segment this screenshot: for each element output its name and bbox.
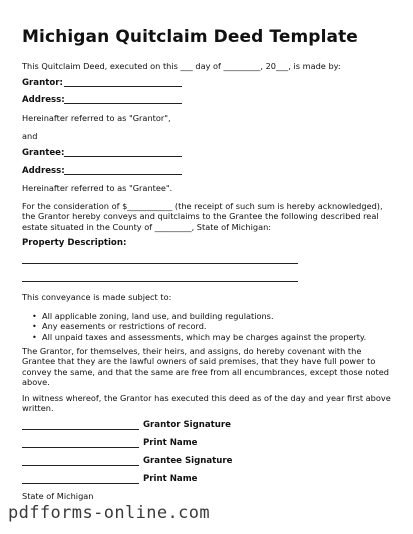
grantor-name-line[interactable] [64,86,182,87]
grantor-reference-text: Hereinafter referred to as "Grantor", [22,113,171,123]
grantee-signature-line[interactable] [22,465,139,466]
grantor-signature-label: Grantor Signature [143,420,231,430]
state-text: State of Michigan [22,491,94,501]
site-watermark: pdfforms-online.com [8,503,211,523]
document-title: Michigan Quitclaim Deed Template [22,27,358,47]
condition-item: • All unpaid taxes and assessments, which may be charges against the property. [30,332,366,342]
and-text: and [22,131,38,141]
grantor-label: Grantor: [22,78,63,88]
grantee-print-name-label: Print Name [143,474,198,484]
covenant-paragraph: The Grantor, for themselves, their heirs, and assigns, do hereby covenant with the Grantee that they are the lawful owners of said premises, that they have full power to convey the same, and that the same are free from all encumbrances, except those noted above. [22,346,389,387]
grantee-address-line[interactable] [64,174,182,175]
condition-item: • Any easements or restrictions of record. [30,321,366,331]
conditions-list [30,311,366,342]
grantee-name-line[interactable] [64,156,182,157]
grantee-label: Grantee: [22,148,65,158]
grantee-reference-text: Hereinafter referred to as "Grantee". [22,183,173,193]
condition-item: • All applicable zoning, land use, and building regulations. [30,311,366,321]
grantor-address-label: Address: [22,95,65,105]
grantor-print-name-label: Print Name [143,438,198,448]
witness-paragraph: In witness whereof, the Grantor has executed this deed as of the day and year first above written. [22,393,391,414]
grantee-address-label: Address: [22,166,65,176]
grantor-print-name-line[interactable] [22,447,139,448]
consideration-paragraph: For the consideration of $___________ (the receipt of such sum is hereby acknowledged), the Grantor hereby conveys and quitclaims to the Grantee the following described real estate situated in the County of _________, State of Michigan: [22,201,383,232]
grantee-print-name-line[interactable] [22,483,139,484]
intro-text: This Quitclaim Deed, executed on this ___ day of _________, 20___, is made by: [22,61,341,71]
property-description-line-1[interactable] [22,263,298,264]
grantor-signature-line[interactable] [22,429,139,430]
subject-to-text: This conveyance is made subject to: [22,292,172,302]
grantee-signature-label: Grantee Signature [143,456,233,466]
grantor-address-line[interactable] [64,103,182,104]
property-description-line-2[interactable] [22,281,298,282]
property-description-label: Property Description: [22,238,127,248]
